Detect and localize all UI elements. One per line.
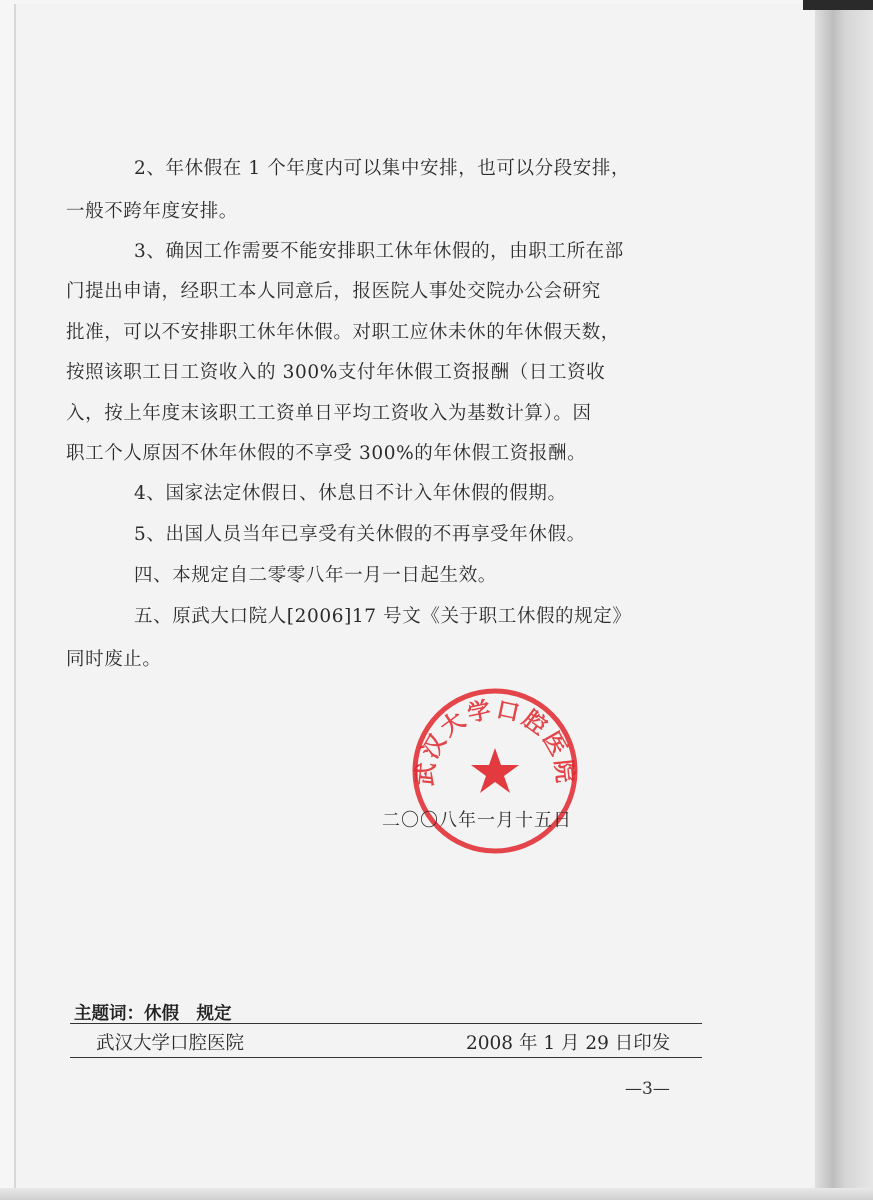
seal-star-icon: [471, 748, 519, 793]
footer-rule-bottom: [70, 1057, 702, 1058]
paragraph-line: 门提出申请，经职工本人同意后，报医院人事处交院办公会研究: [66, 281, 601, 302]
subject-keywords: 主题词：休假 规定: [74, 1004, 232, 1024]
paragraph-line: 入，按上年度末该职工工资单日平均工资收入为基数计算）。因: [66, 403, 592, 424]
paragraph-line: 2、年休假在 1 个年度内可以集中安排，也可以分段安排，: [134, 158, 631, 179]
paragraph-line: 3、确因工作需要不能安排职工休年休假的，由职工所在部: [134, 241, 624, 262]
page-number: —3—: [625, 1079, 670, 1099]
paragraph-line: 五、原武大口院人[2006]17 号文《关于职工休假的规定》: [134, 606, 632, 627]
paragraph-line: 5、出国人员当年已享受有关休假的不再享受年休假。: [134, 524, 586, 545]
paragraph-line: 4、国家法定休假日、休息日不计入年休假的假期。: [134, 483, 567, 504]
scan-edge-top: [803, 0, 873, 10]
paragraph-line: 同时废止。: [66, 649, 162, 670]
footer-rule-top: [70, 1023, 702, 1024]
svg-text:武汉大学口腔医院: 武汉大学口腔医院: [412, 696, 578, 787]
signature-date: 二〇〇八年一月十五日: [382, 810, 572, 831]
issuing-organization: 武汉大学口腔医院: [96, 1033, 245, 1054]
issue-date: 2008 年 1 月 29 日印发: [466, 1033, 671, 1054]
paragraph-line: 一般不跨年度安排。: [66, 201, 238, 222]
paragraph-line: 按照该职工日工资收入的 300%支付年休假工资报酬（日工资收: [66, 362, 606, 383]
scan-edge-bottom: [0, 1188, 873, 1200]
paragraph-line: 职工个人原因不休年休假的不享受 300%的年休假工资报酬。: [66, 443, 587, 464]
paragraph-line: 批准，可以不安排职工休年休假。对职工应休未休的年休假天数，: [66, 322, 620, 343]
paragraph-line: 四、本规定自二零零八年一月一日起生效。: [134, 565, 497, 586]
scan-edge-right: [815, 0, 873, 1200]
